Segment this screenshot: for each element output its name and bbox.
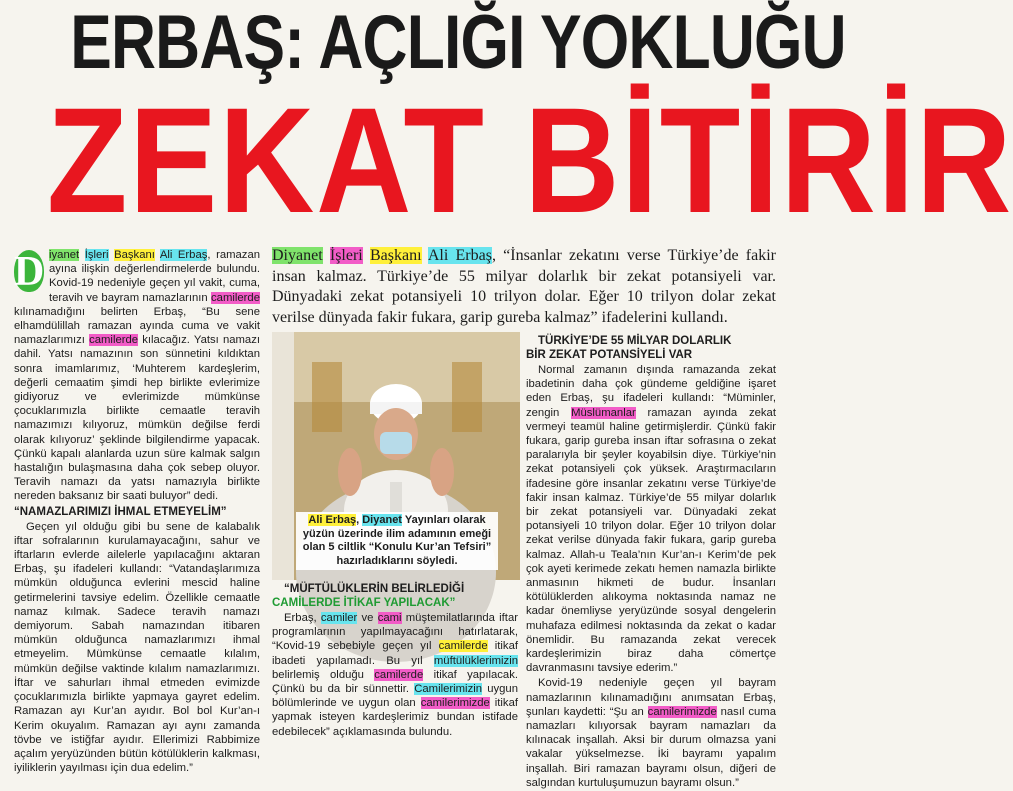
left-subhead: “NAMAZLARIMIZI İHMAL ETMEYELİM” — [14, 505, 227, 518]
middle-subhead-line1: “MÜFTÜLÜKLERİN BELİRLEDİĞİ — [284, 583, 465, 595]
right-text-2a: Kovid-19 nedeniyle geçen yıl bayram namazlarının kılınamadığını anımsatan Erbaş, şunları kaydetti: “Şu an — [526, 677, 776, 718]
hl-ali-erbas: Ali Erbaş — [427, 247, 492, 264]
left-intro-paragraph — [14, 248, 260, 504]
intro-text-1: , ramazan ayına ilişkin değerlendirmelerde bulundu. Kovid-19 nedeniyle geçen yıl vakit, cuma, teravih ve bayram namazlarının — [49, 249, 261, 304]
mid-text-5: belirlemiş olduğu — [272, 668, 375, 681]
hl-muftuluklerimizin: müftülüklerimizin — [433, 654, 518, 667]
middle-column — [272, 582, 518, 740]
hl-diyanet: Diyanet — [362, 514, 402, 526]
hl-isleri: İşleri — [84, 249, 109, 261]
caption-text: Yayınları olarak yüzün üzerinde ilim adamının emeği olan 5 ciltlik “Konulu Kur’an Tefsiri” hazırladıklarını söyledi. — [302, 514, 492, 567]
right-paragraph-2 — [526, 676, 776, 790]
lead-text: , “İnsanlar zekatını verse Türkiye’de fakir insan kalmaz. Türkiye’de 55 milyar dolarlık bir zekat potansiyeli var. Dünyadaki zekat potansiyeli 10 trilyon dolar. Eğer 10 trilyon dolar zekat verilse dünyada fakir fukara, garip gureba kalmaz” ifadelerini kullandı. — [272, 247, 777, 326]
photo-caption — [296, 512, 498, 570]
hl-camilerimizde: camilerimizde — [647, 705, 717, 718]
hl-baskani: Başkanı — [369, 247, 422, 264]
headline-line1: ERBAŞ: AÇLIĞI YOKLUĞU — [70, 0, 846, 85]
hl-camiler: camiler — [320, 612, 358, 624]
right-subhead-line2: BİR ZEKAT POTANSİYELİ VAR — [526, 349, 693, 361]
hl-ali-erbas: Ali Erbaş — [308, 514, 357, 526]
hl-muslumanlar: Müslümanlar — [571, 406, 636, 419]
hl-camilerde: camilerde — [89, 334, 139, 347]
left-column — [14, 248, 260, 776]
right-subhead — [526, 334, 776, 362]
right-text-1a: Normal zamanın dışında ramazanda zekat ibadetinin daha çok gündeme geldiğine işaret eden Erbaş, şu ifadeleri kullandı: “Müminler, zengin — [526, 364, 776, 419]
hl-camilerde: camilerde — [438, 640, 488, 653]
hl-diyanet: Diyanet — [272, 247, 323, 264]
mid-text-4: itikaf ibadeti yapılamadı. Bu yıl — [272, 640, 518, 667]
caption-sep: , — [356, 514, 363, 526]
intro-text-3: kılacağız. Yatsı namazı dahil. Yatsı namazının son sünnetini kıldıktan sonra imamlarımız, ‘Muhterem kardeşlerim, değerli cemaatim şimdi hep birlikte evlerimize gidiyoruz ve evlerimizde mümkünse çocuklarımızla birlikte cemaatle teravih namazımızı kılıyoruz, mümkün değilse ferdi olarak kılıyoruz’ şeklinde bilgilendirme yapacak. Çünkü kapalı alanlarda uzun süre kalmak salgın hastalığın bulaşmasına daha çok sebep oluyor. Teravih namazı da yatsı namazıyla birlikte nereden baksanız bir saati buluyor” dedi. — [14, 334, 260, 503]
left-paragraph-2: Geçen yıl olduğu gibi bu sene de kalabalık iftar sofralarının kurulamayacağını, sahur ve iftarların evlerde ailelerle yapılacağını aktaran Erbaş, şu ifadeleri kullandı: “Vatandaşlarımıza mümkün olduğunca evlerini mescid haline getirmelerini tavsiye edelim. Özellikle cemaatle namaz kılmak. Sadece teravih namazı demiyorum. Sabah namazından itibaren mümkün olduğunca namazlarımızı ihmal etmeyelim. Mümkünse cemaatle kılalım, mümkün değilse vaktinde kılalım namazlarımızı. İftar ve sahurları ihmal etmeden evimizde çocuklarımızla birlikte yapmaya gayret edelim. Ramazan ayı Kur’an ayıdır. Bol bol Kur’an-ı Kerim okuyalım. Ramazan ayı aynı zamanda tövbe ve istiğfar ayıdır. Ellerimizi Rabbimize açalım yeryüzünden bütün kötülüklerin kalkması, iyiliklerin yayılması için dua edelim.” — [14, 520, 260, 775]
right-column — [526, 334, 776, 791]
dropcap: D — [14, 249, 45, 295]
hl-isleri: İşleri — [329, 247, 363, 264]
right-paragraph-1 — [526, 363, 776, 675]
hl-ali-erbas: Ali Erbaş — [159, 249, 208, 261]
hl-camilerimizin: Camilerimizin — [414, 683, 483, 696]
hl-camilerde: camilerde — [374, 668, 424, 681]
middle-subhead — [272, 582, 518, 610]
mid-text-8: itikaf yapmak isteyen kardeşlerimiz bundan istifade edebilecek” açıklamasında bulundu. — [272, 697, 518, 738]
mid-text-1: Erbaş, — [284, 612, 321, 624]
hl-camilerimizde: camilerimizde — [420, 697, 490, 710]
middle-subhead-line2: CAMİLERDE İTİKAF YAPILACAK” — [272, 597, 456, 609]
hl-camilerde: camilerde — [211, 291, 260, 304]
hl-cami: cami — [377, 612, 402, 624]
hl-diyanet: iyanet — [49, 249, 80, 261]
intro-text-2: kılınamadığını belirten Erbaş, “Bu sene elhamdülillah ramazan ayında cuma ve vakit namazlarımızı — [14, 305, 260, 347]
mid-text-2: ve — [357, 612, 378, 624]
right-text-2b: nasıl cuma namazları kılıyorsak bayram namazları da kılınacak inşallah. Aksi bir durum olmazsa yani vakalar yükselmezse. İki bayramı yapalım inşallah. Biri ramazan bayramı olsun, diğeri de salgından kurtuluşumuzun bayramı olsun.” — [526, 705, 776, 789]
mid-text-7: uygun bölümlerinde ve uygun olan — [272, 683, 518, 710]
mid-text-6: itikaf yapılacak. Çünkü bu da bir sünnettir. — [272, 668, 518, 696]
middle-paragraph — [272, 611, 518, 739]
mid-text-3: müştemilatlarında iftar programlarının yapılmayacağını hatırlatarak, “Kovid-19 sebebiyle geçen yıl — [272, 612, 518, 653]
headline-line2: ZEKAT BİTİRİR — [46, 76, 1013, 244]
lead-paragraph — [272, 246, 776, 328]
right-text-1b: ramazan ayında zekat vermeyi teamül haline getirmişlerdir. Çünkü fakir fukara, garip gureba insan iftar sofrasına o zekat paralarıyla bir şeyler koyabilsin diye. Türkiye’nin zekat potansiyeli çok yüksek. Araştırmacıların ifadesine göre insanlar zekatını verse Türkiye’de fakir insan kalmaz. Türkiye’de 55 milyar dolarlık bir zekat potansiyeli var. Dünyadaki zekat potansiyeli 10 trilyon dolar. Eğer 10 trilyon dolar zekat verilse dünyada fakir fukara, garip gureba kalmaz. Allah-u Teala’nın Kur’an-ı Kerim’de pek çok ayeti kerimede zekatı hemen namazla birlikte anmasının hikmeti de budur. İnsanları kötülüklerden alıkoyma noktasında namaz ne kadar önemliyse yeryüzünde sosyal dengelerin muhafaza edilmesi noktasında da zekat o kadar önemlidir. Bu ramazanda zekat verecek kardeşlerimizin biraz daha cömertçe davranmasını tavsiye ederim.” — [526, 406, 776, 675]
right-subhead-line1: TÜRKİYE’DE 55 MİLYAR DOLARLIK — [538, 335, 732, 347]
hl-baskani: Başkanı — [114, 249, 155, 261]
